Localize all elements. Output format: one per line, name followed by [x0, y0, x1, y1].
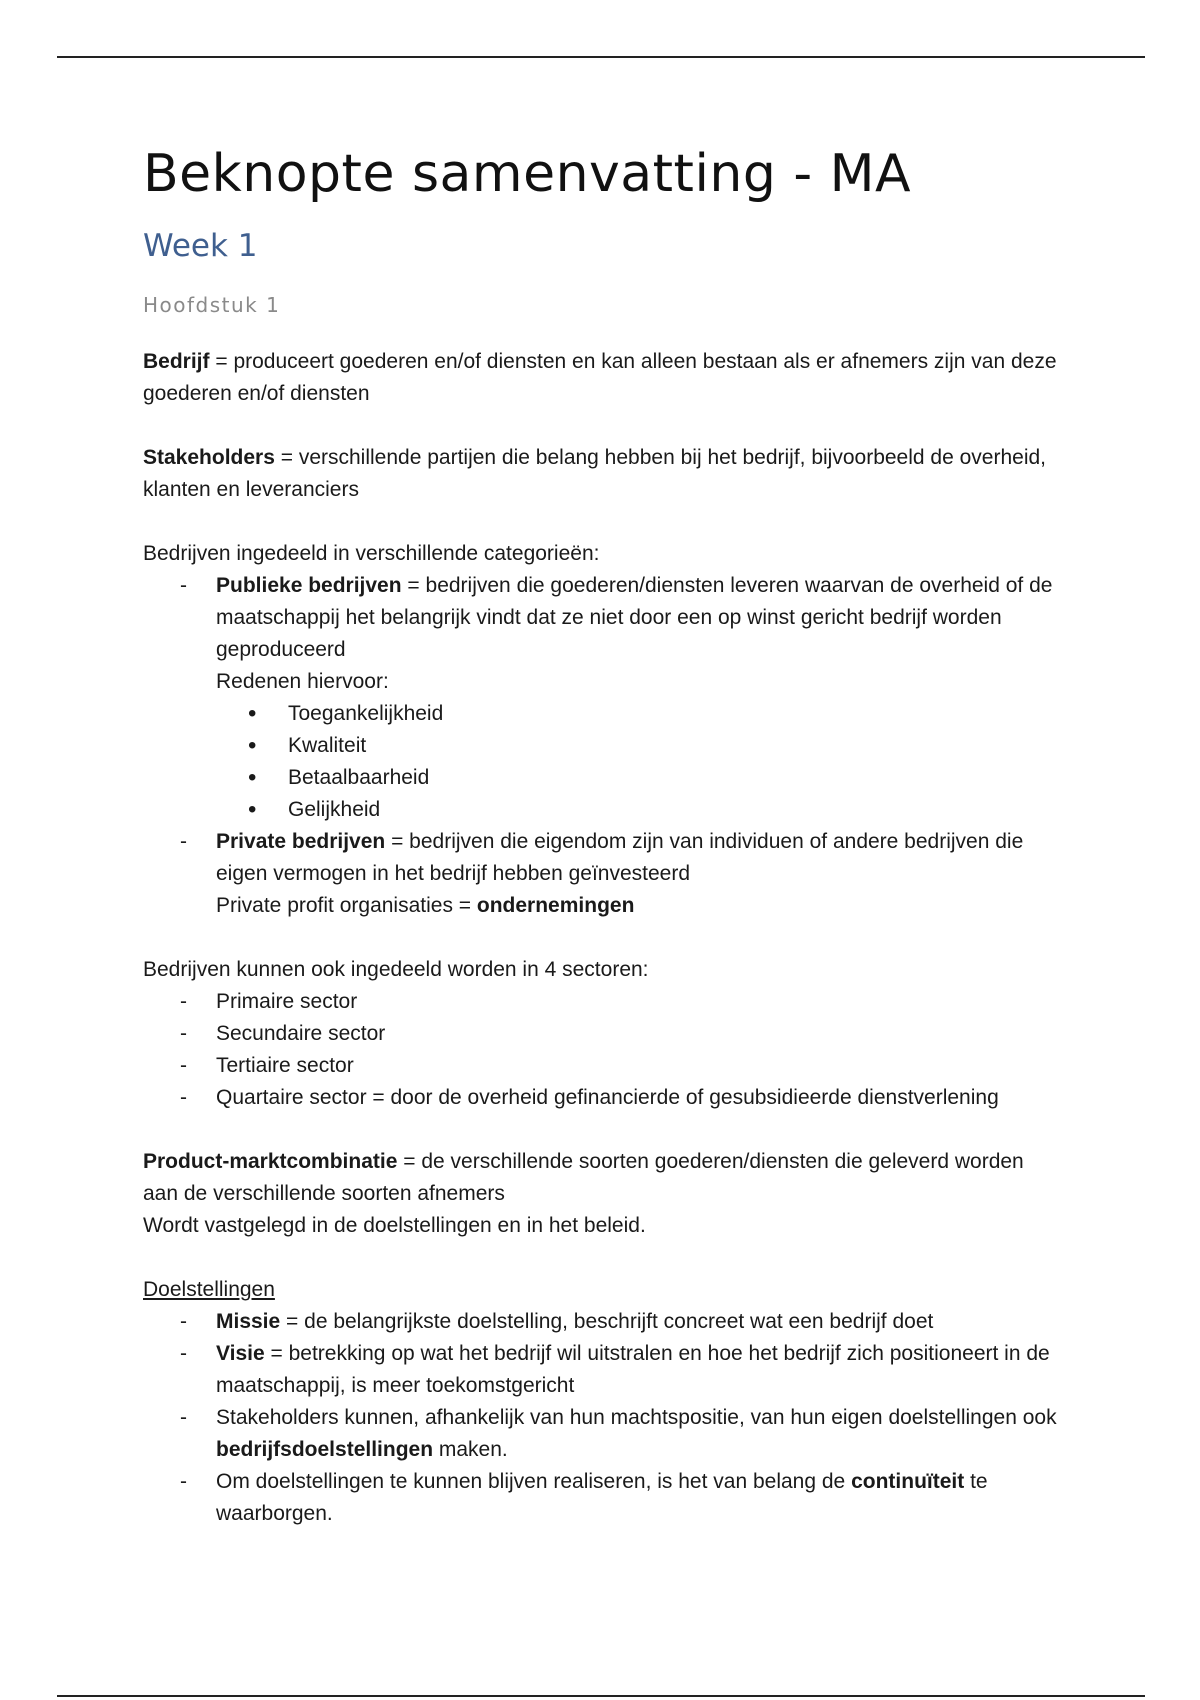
- goals-heading: [143, 1274, 1063, 1306]
- definition-text: = de belangrijkste doelstelling, beschrijft concreet wat een bedrijf doet: [280, 1310, 934, 1333]
- list-item: • Toegankelijkheid: [143, 698, 1063, 730]
- profit-prefix: Private profit organisaties =: [216, 894, 477, 917]
- document-title: Beknopte samenvatting - MA: [143, 144, 912, 204]
- definition-text: = verschillende partijen die belang hebben bij het bedrijf, bijvoorbeeld de overheid, klanten en leveranciers: [143, 446, 1046, 501]
- list-item-sector: - Secundaire sector: [143, 1018, 1063, 1050]
- list-item: • Gelijkheid: [143, 794, 1063, 826]
- definition-text: = bedrijven die goederen/diensten leveren waarvan de overheid of de maatschappij het belangrijk vindt dat ze niet door een op winst gericht bedrijf worden geproduceerd: [216, 574, 1053, 661]
- term-privaat: Private bedrijven: [216, 830, 386, 853]
- list-item-sector: - Primaire sector: [143, 986, 1063, 1018]
- subsection-heading: Hoofdstuk 1: [143, 293, 281, 317]
- text-before: Om doelstellingen te kunnen blijven realiseren, is het van belang de: [216, 1470, 852, 1493]
- reasons-list: [143, 698, 1063, 826]
- footer-rule: [57, 1695, 1145, 1697]
- list-item-sector: - Quartaire sector = door de overheid gefinancierde of gesubsidieerde dienstverlening: [143, 1082, 1063, 1114]
- definition-bedrijf: [143, 346, 1063, 410]
- term-stakeholders: Stakeholders: [143, 446, 275, 469]
- term-continuiteit: continuïteit: [851, 1470, 965, 1493]
- sectors-intro: Bedrijven kunnen ook ingedeeld worden in 4 sectoren:: [143, 958, 649, 981]
- list-item-publiek: [143, 570, 1063, 666]
- definition-text: = betrekking op wat het bedrijf wil uitstralen en hoe het bedrijf zich positioneert in de maatschappij, is meer toekomstgericht: [216, 1342, 1050, 1397]
- categories-intro: Bedrijven ingedeeld in verschillende categorieën:: [143, 542, 600, 565]
- list-item: • Kwaliteit: [143, 730, 1063, 762]
- list-item-stakeholders: [143, 1402, 1063, 1466]
- text-before: Stakeholders kunnen, afhankelijk van hun machtspositie, van hun eigen doelstellingen ook: [216, 1406, 1057, 1429]
- term-pmc: Product-marktcombinatie: [143, 1150, 398, 1173]
- term-bedrijf: Bedrijf: [143, 350, 210, 373]
- document-body: [143, 140, 1063, 1530]
- pmc-note: Wordt vastgelegd in de doelstellingen en in het beleid.: [143, 1214, 646, 1237]
- text-after: maken.: [433, 1438, 508, 1461]
- term-ondernemingen: ondernemingen: [476, 894, 635, 917]
- definition-text: = bedrijven die eigendom zijn van individuen of andere bedrijven die eigen vermogen in het bedrijf hebben geïnvesteerd: [216, 830, 1024, 885]
- goals-heading-text: Doelstellingen: [143, 1278, 275, 1301]
- list-item-privaat: [143, 826, 1063, 890]
- definition-stakeholders: [143, 442, 1063, 506]
- list-item: • Betaalbaarheid: [143, 762, 1063, 794]
- list-item-missie: [143, 1306, 1063, 1338]
- term-publiek: Publieke bedrijven: [216, 574, 402, 597]
- list-item-sector: - Tertiaire sector: [143, 1050, 1063, 1082]
- header-rule: [57, 56, 1145, 58]
- term-missie: Missie: [216, 1310, 281, 1333]
- definition-text: = de verschillende soorten goederen/diensten die geleverd worden aan de verschillende soorten afnemers: [143, 1150, 1024, 1205]
- list-item-visie: [143, 1338, 1063, 1402]
- text-after: te waarborgen.: [216, 1470, 988, 1525]
- reasons-label: Redenen hiervoor:: [216, 670, 389, 693]
- section-heading: Week 1: [143, 228, 258, 264]
- term-bedrijfsdoelstellingen: bedrijfsdoelstellingen: [216, 1438, 434, 1461]
- definition-pmc: [143, 1146, 1063, 1210]
- list-item-continuiteit: [143, 1466, 1063, 1530]
- profit-line: [143, 890, 1063, 922]
- definition-text: = produceert goederen en/of diensten en kan alleen bestaan als er afnemers zijn van deze goederen en/of diensten: [143, 350, 1057, 405]
- term-visie: Visie: [216, 1342, 265, 1365]
